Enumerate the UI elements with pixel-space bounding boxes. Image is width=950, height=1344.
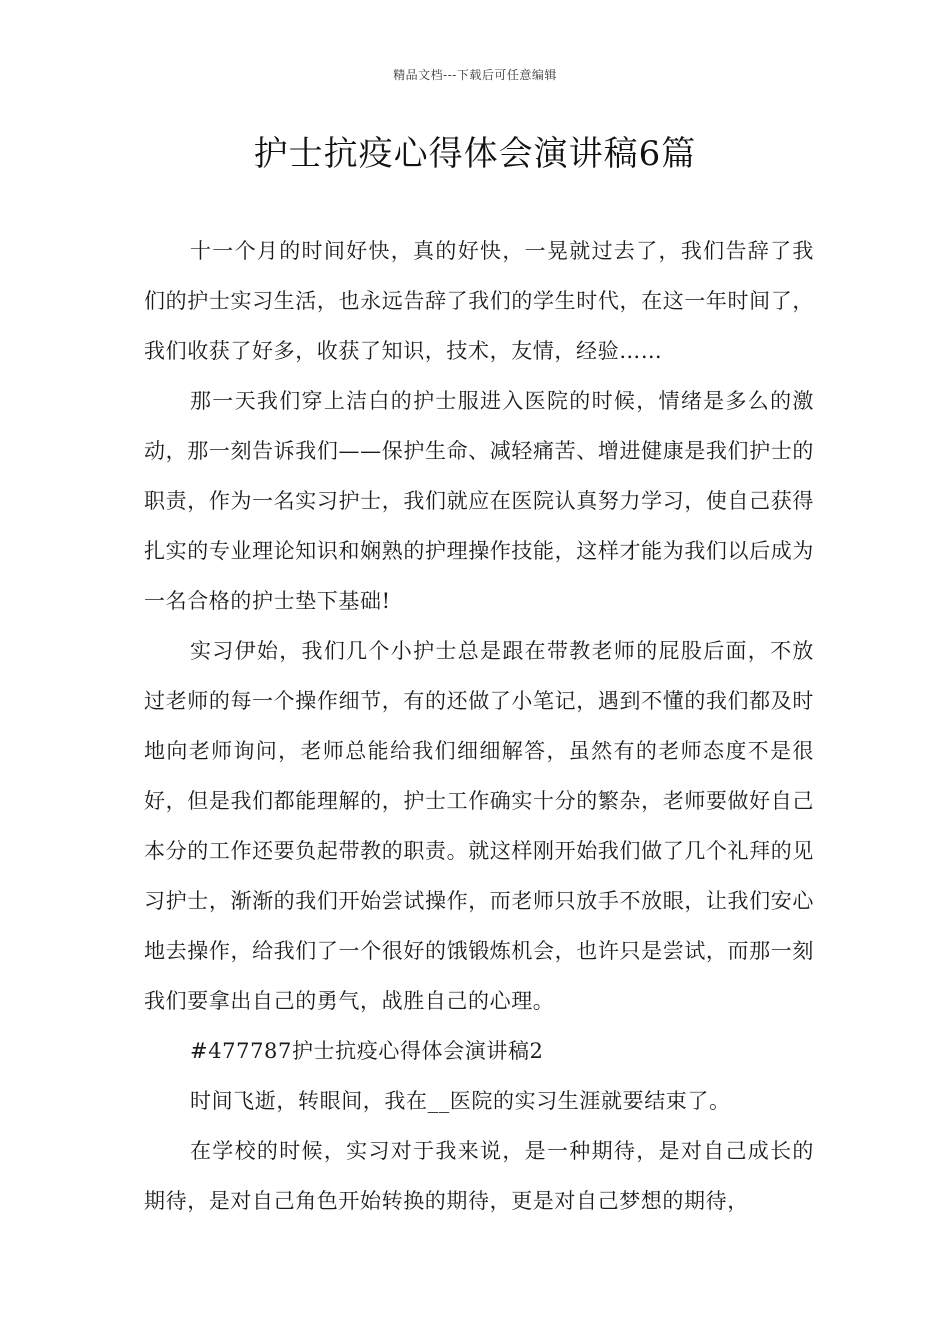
paragraph-5: 在学校的时候，实习对于我来说，是一种期待，是对自己成长的期待，是对自己角色开始转换的期待，更是对自己梦想的期待， xyxy=(144,1139,814,1213)
header-note: 精品文档---下载后可任意编辑 xyxy=(393,68,557,82)
paragraph-2: 那一天我们穿上洁白的护士服进入医院的时候，情绪是多么的激动，那一刻告诉我们——保护生命、减轻痛苦、增进健康是我们护士的职责，作为一名实习护士，我们就应在医院认真努力学习，使自己获得扎实的专业理论知识和娴熟的护理操作技能，这样才能为我们以后成为一名合格的护士垫下基础! xyxy=(144,389,814,613)
paragraph-4: 时间飞逝，转眼间，我在__医院的实习生涯就要结束了。 xyxy=(190,1089,731,1113)
paragraph-1: 十一个月的时间好快，真的好快，一晃就过去了，我们告辞了我们的护士实习生活，也永远告辞了我们的学生时代，在这一年时间了，我们收获了好多，收获了知识，技术，友情，经验…… xyxy=(144,239,814,363)
section-heading-2: #477787护士抗疫心得体会演讲稿2 xyxy=(190,1039,544,1063)
document-title: 护士抗疫心得体会演讲稿6篇 xyxy=(253,134,697,174)
paragraph-3: 实习伊始，我们几个小护士总是跟在带教老师的屁股后面，不放过老师的每一个操作细节，有的还做了小笔记，遇到不懂的我们都及时地向老师询问，老师总能给我们细细解答，虽然有的老师态度不是很好，但是我们都能理解的，护士工作确实十分的繁杂，老师要做好自己本分的工作还要负起带教的职责。就这样刚开始我们做了几个礼拜的见习护士，渐渐的我们开始尝试操作，而老师只放手不放眼，让我们安心地去操作，给我们了一个很好的饿锻炼机会，也许只是尝试，而那一刻我们要拿出自己的勇气，战胜自己的心理。 xyxy=(144,639,814,1013)
document-body xyxy=(144,226,814,1226)
